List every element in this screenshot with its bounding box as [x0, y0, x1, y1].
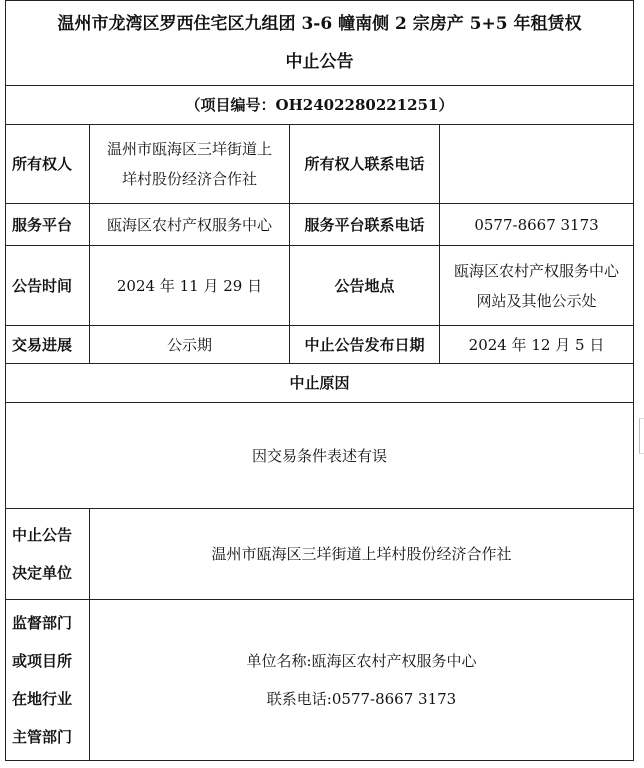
notice-title: [6, 1, 634, 86]
decision-unit-label: [6, 509, 90, 600]
suspension-date-label: 中止公告发布日期: [290, 326, 440, 364]
page-edge-mark: [639, 418, 644, 454]
supervision-label-line-2: 或项目所: [12, 652, 73, 670]
platform-phone-value: 0577-8667 3173: [440, 204, 634, 246]
owner-phone-value: [440, 125, 634, 204]
platform-label: 服务平台: [6, 204, 90, 246]
reason-header: 中止原因: [6, 364, 634, 403]
notice-time-label: 公告时间: [6, 246, 90, 326]
owner-value-line-1: 温州市瓯海区三垟街道上: [106, 140, 272, 158]
supervision-unit-name: 单位名称:瓯海区农村产权服务中心: [246, 652, 477, 670]
owner-value-line-2: 垟村股份经济合作社: [121, 170, 257, 188]
supervision-label-line-1: 监督部门: [12, 614, 73, 632]
notice-place-line-1: 瓯海区农村产权服务中心: [454, 261, 620, 280]
decision-unit-value: 温州市瓯海区三垟街道上垟村股份经济合作社: [90, 509, 634, 600]
decision-label-line-1: 中止公告: [12, 526, 73, 544]
supervision-value: [90, 600, 634, 761]
supervision-label-line-3: 在地行业: [12, 690, 73, 708]
notice-table: [5, 0, 634, 761]
title-line-2: 中止公告: [285, 52, 354, 72]
decision-label-line-2: 决定单位: [12, 564, 73, 582]
notice-place-line-2: 网站及其他公示处: [476, 291, 597, 310]
notice-place-label: 公告地点: [290, 246, 440, 326]
supervision-label-line-4: 主管部门: [12, 728, 73, 746]
supervision-label: [6, 600, 90, 761]
reason-text: 因交易条件表述有误: [6, 403, 634, 509]
project-number: （项目编号：OH2402280221251）: [6, 86, 634, 125]
platform-value: 瓯海区农村产权服务中心: [90, 204, 290, 246]
notice-time-value: 2024 年 11 月 29 日: [90, 246, 290, 326]
notice-place-value: [440, 246, 634, 326]
progress-label: 交易进展: [6, 326, 90, 364]
owner-phone-label: 所有权人联系电话: [290, 125, 440, 204]
progress-value: 公示期: [90, 326, 290, 364]
notice-document: [5, 0, 633, 765]
owner-value: [90, 125, 290, 204]
owner-label: 所有权人: [6, 125, 90, 204]
platform-phone-label: 服务平台联系电话: [290, 204, 440, 246]
suspension-date-value: 2024 年 12 月 5 日: [440, 326, 634, 364]
title-line-1: 温州市龙湾区罗西住宅区九组团 3-6 幢南侧 2 宗房产 5+5 年租赁权: [57, 14, 582, 34]
supervision-phone: 联系电话:0577-8667 3173: [266, 690, 457, 708]
